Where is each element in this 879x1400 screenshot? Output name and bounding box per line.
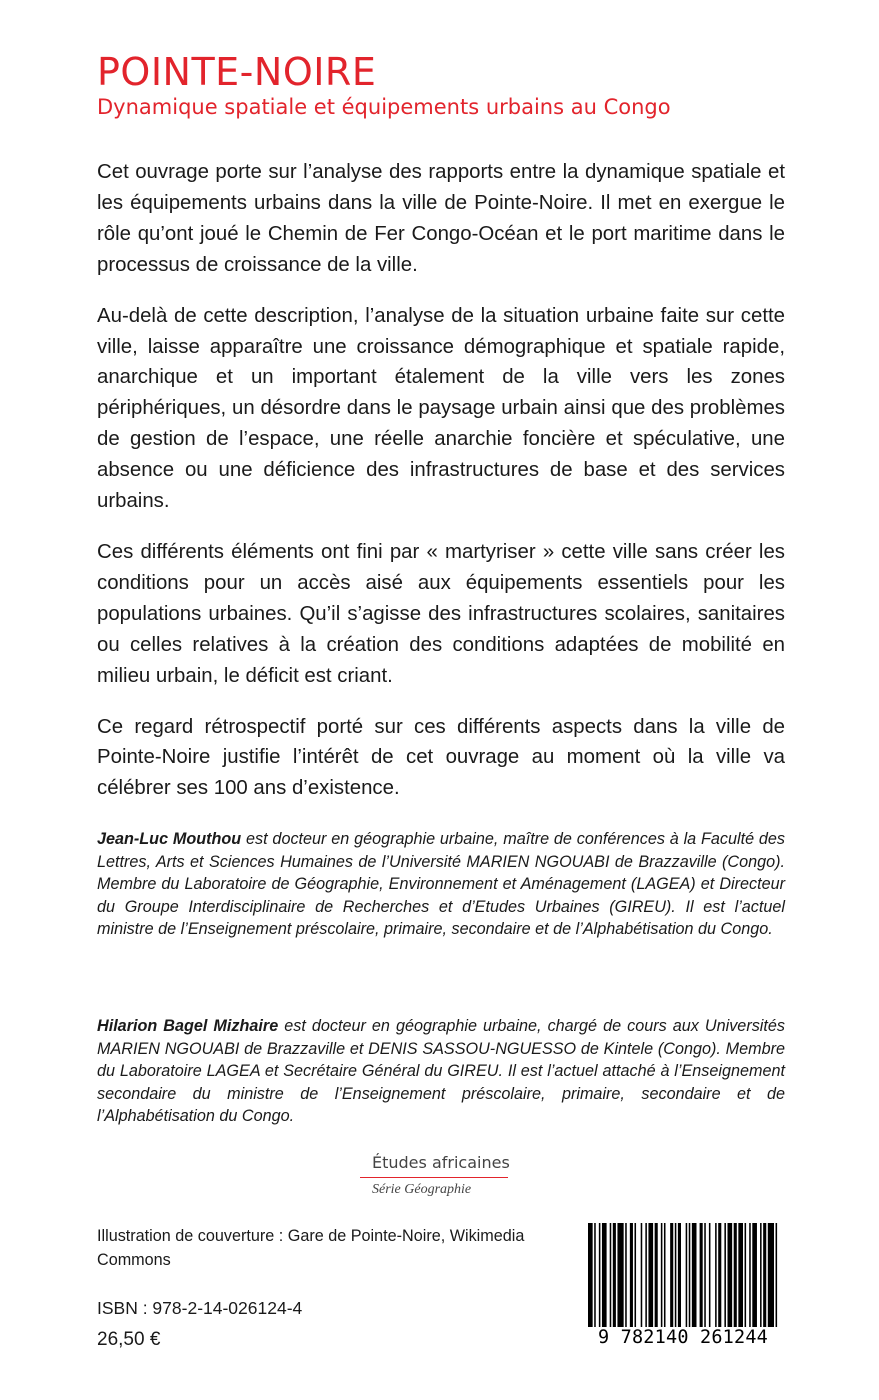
description-block xyxy=(97,157,785,824)
barcode-bar xyxy=(704,1223,706,1327)
description-paragraph: Au-delà de cette description, l’analyse de la situation urbaine faite sur cette ville, laisse apparaître une croissance démographique et spatiale rapide, anarchique et un important étalement de la ville vers les zones périphériques, un désordre dans le paysage urbain ainsi que des problèmes de gestion de l’espace, une réelle anarchie foncière et spéculative, une absence ou une déficience des infrastructures de base et des services urbains. xyxy=(97,304,785,513)
barcode-bar xyxy=(602,1223,607,1327)
barcode-bar xyxy=(700,1223,703,1327)
barcode-bar xyxy=(709,1223,711,1327)
description-paragraph: Ces différents éléments ont fini par « martyriser » cette ville sans créer les conditions pour un accès aisé aux équipements essentiels pour les populations urbaines. Qu’il s’agisse des infrastructures scolaires, sanitaires ou celles relatives à la création des conditions adaptées de mobilité en milieu urbain, le déficit est criant. xyxy=(97,540,785,687)
barcode-bar xyxy=(776,1223,778,1327)
barcode-bar xyxy=(689,1223,691,1327)
barcode-digits: 9 782140 261244 xyxy=(597,1327,769,1348)
barcode-bar xyxy=(630,1223,633,1327)
barcode-bar xyxy=(670,1223,673,1327)
barcode-bar xyxy=(664,1223,666,1327)
description-paragraph: Cet ouvrage porte sur l’analyse des rapports entre la dynamique spatiale et les équipements urbains dans la ville de Pointe-Noire. Il met en exergue le rôle qu’ont joué le Chemin de Fer Congo-Océan et le port maritime dans le processus de croissance de la ville. xyxy=(97,161,785,276)
barcode-bar xyxy=(675,1223,677,1327)
barcode-bar xyxy=(610,1223,612,1327)
barcode-bar xyxy=(648,1223,653,1327)
barcode-bar xyxy=(645,1223,647,1327)
barcode-bar xyxy=(613,1223,616,1327)
barcode-bar xyxy=(738,1223,743,1327)
barcode-bar xyxy=(599,1223,601,1327)
barcode-bar xyxy=(752,1223,757,1327)
author-name: Hilarion Bagel Mizhaire xyxy=(97,1017,279,1035)
barcode-bar xyxy=(734,1223,737,1327)
barcode-bar xyxy=(641,1223,643,1327)
barcode-bar xyxy=(655,1223,658,1327)
barcode-bar xyxy=(768,1223,774,1327)
collection-logo xyxy=(360,1153,510,1198)
barcode-bar xyxy=(625,1223,627,1327)
barcode-bar xyxy=(686,1223,688,1327)
author-bio-text: est docteur en géographie urbaine, chargé de cours aux Universités MARIEN NGOUABI de Brazzaville et DENIS SASSOU-NGUESSO de Kintele (Congo). Membre du Laboratoire LAGEA et Secrétaire Général du GIREU. Il est l’actuel attaché à l’Enseignement secondaire du ministre de l’Enseignement préscolaire, primaire, secondaire et de l’Alphabétisation du Congo. xyxy=(97,1017,785,1125)
price: 26,50 € xyxy=(97,1329,161,1350)
barcode-bar xyxy=(760,1223,762,1327)
author-bio-text: est docteur en géographie urbaine, maître de conférences à la Faculté des Lettres, Arts et Sciences Humaines de l’Université MARIEN NGOUABI de Brazzaville (Congo). Membre du Laboratoire de Géographie, Environnement et Aménagement (LAGEA) et Directeur du Groupe Interdisciplinaire de Recherches et d’Etudes Urbaines (GIREU). Il est l’actuel ministre de l’Enseignement préscolaire, primaire, secondaire et de l’Alphabétisation du Congo. xyxy=(97,830,785,938)
barcode-bar xyxy=(718,1223,721,1327)
barcode-bar xyxy=(617,1223,623,1327)
collection-divider xyxy=(360,1177,508,1178)
collection-series: Série Géographie xyxy=(372,1182,472,1197)
barcode-bar xyxy=(661,1223,663,1327)
collection-name: Études africaines xyxy=(372,1153,510,1172)
barcode-bar xyxy=(635,1223,637,1327)
barcode-bar xyxy=(678,1223,681,1327)
isbn: ISBN : 978-2-14-026124-4 xyxy=(97,1298,303,1318)
barcode xyxy=(578,1223,788,1356)
author-name: Jean-Luc Mouthou xyxy=(97,830,242,848)
barcode-bar xyxy=(724,1223,726,1327)
book-subtitle: Dynamique spatiale et équipements urbains au Congo xyxy=(97,95,671,119)
barcode-bar xyxy=(692,1223,697,1327)
author-bio xyxy=(97,1015,785,1128)
author-bio xyxy=(97,828,785,941)
barcode-bar xyxy=(749,1223,751,1327)
barcode-bar xyxy=(763,1223,766,1327)
cover-credit: Illustration de couverture : Gare de Pointe-Noire, Wikimedia Commons xyxy=(97,1227,525,1269)
barcode-bar xyxy=(728,1223,733,1327)
book-title: POINTE-NOIRE xyxy=(97,50,377,94)
description-paragraph: Ce regard rétrospectif porté sur ces différents aspects dans la ville de Pointe-Noire justifie l’intérêt de cet ouvrage au moment où la ville va célébrer ses 100 ans d’existence. xyxy=(97,715,785,800)
barcode-bar xyxy=(745,1223,747,1327)
barcode-bar xyxy=(715,1223,717,1327)
barcode-bar xyxy=(588,1223,593,1327)
barcode-bars xyxy=(578,1223,788,1327)
barcode-bar xyxy=(594,1223,596,1327)
